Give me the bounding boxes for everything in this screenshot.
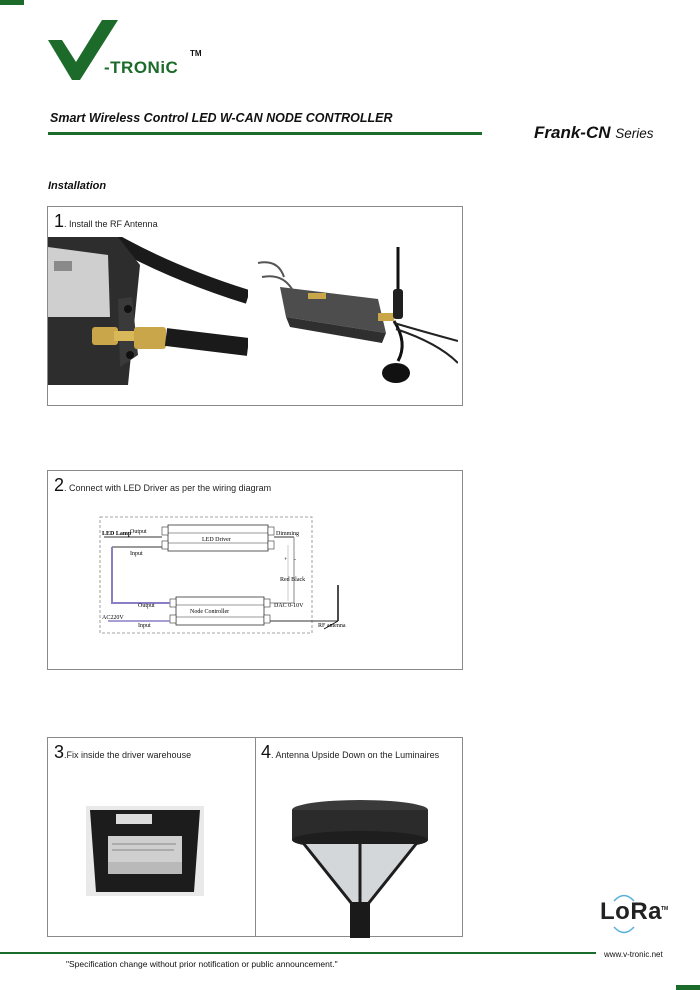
driver-warehouse-photo [86,806,204,896]
step-1-caption [54,211,158,232]
label-plus: + [284,557,288,563]
step-3-caption [54,742,191,763]
website-link[interactable]: www.v-tronic.net [604,950,663,959]
step-4-number: 4 [261,742,272,762]
lora-signal-bottom-icon [610,926,638,936]
step-1-number: 1 [54,211,65,231]
footer-divider [0,952,596,954]
antenna-connector-photo [48,237,248,405]
label-ac220v: AC220V [102,615,124,621]
corner-accent-top [0,0,24,5]
label-dac: DAC 0-10V [274,603,304,609]
label-led-lamp: LED Lamp [102,531,132,537]
label-red-black: Red Black [280,577,306,583]
label-input-bottom: Input [138,623,151,629]
wiring-diagram [98,511,368,641]
label-output-top: Output [130,529,147,535]
step-3-number: 3 [54,742,65,762]
lora-logo: LoRa [600,898,662,925]
brand-name: -TRONiC [104,58,179,77]
label-minus: - [294,557,296,563]
step-4-text: . Antenna Upside Down on the Luminaires [271,750,440,760]
label-rf-antenna: RF antenna [318,623,346,629]
step-1-text: . Install the RF Antenna [64,219,158,229]
step-1-panel [47,206,463,406]
header-divider [48,132,482,135]
step-3-text: .Fix inside the driver warehouse [64,750,192,760]
document-subtitle: Smart Wireless Control LED W-CAN NODE CONTROLLER [50,111,393,125]
step-2-caption [54,475,271,496]
step-2-panel [47,470,463,670]
step-3-4-panel [47,737,463,937]
series-name: Frank-CN [534,123,611,142]
corner-accent-bottom [676,985,700,990]
label-output-bottom: Output [138,603,155,609]
step-4-caption [261,742,439,763]
luminaire-photo [280,792,440,938]
label-dimming: Dimming [276,531,300,537]
step-2-number: 2 [54,475,65,495]
lora-trademark: TM [661,906,669,912]
series-suffix: Series [615,126,654,141]
label-input-top: Input [130,551,143,557]
step-2-text: . Connect with LED Driver as per the wiring diagram [64,483,272,493]
panel-divider [255,738,256,936]
controller-antenna-photo [258,243,458,403]
label-led-driver: LED Driver [202,537,231,543]
trademark-mark: TM [190,49,202,58]
series-title [534,123,654,143]
label-node-controller: Node Controller [190,609,230,615]
section-title: Installation [48,180,107,192]
disclaimer-text: "Specification change without prior notification or public announcement." [66,959,338,969]
